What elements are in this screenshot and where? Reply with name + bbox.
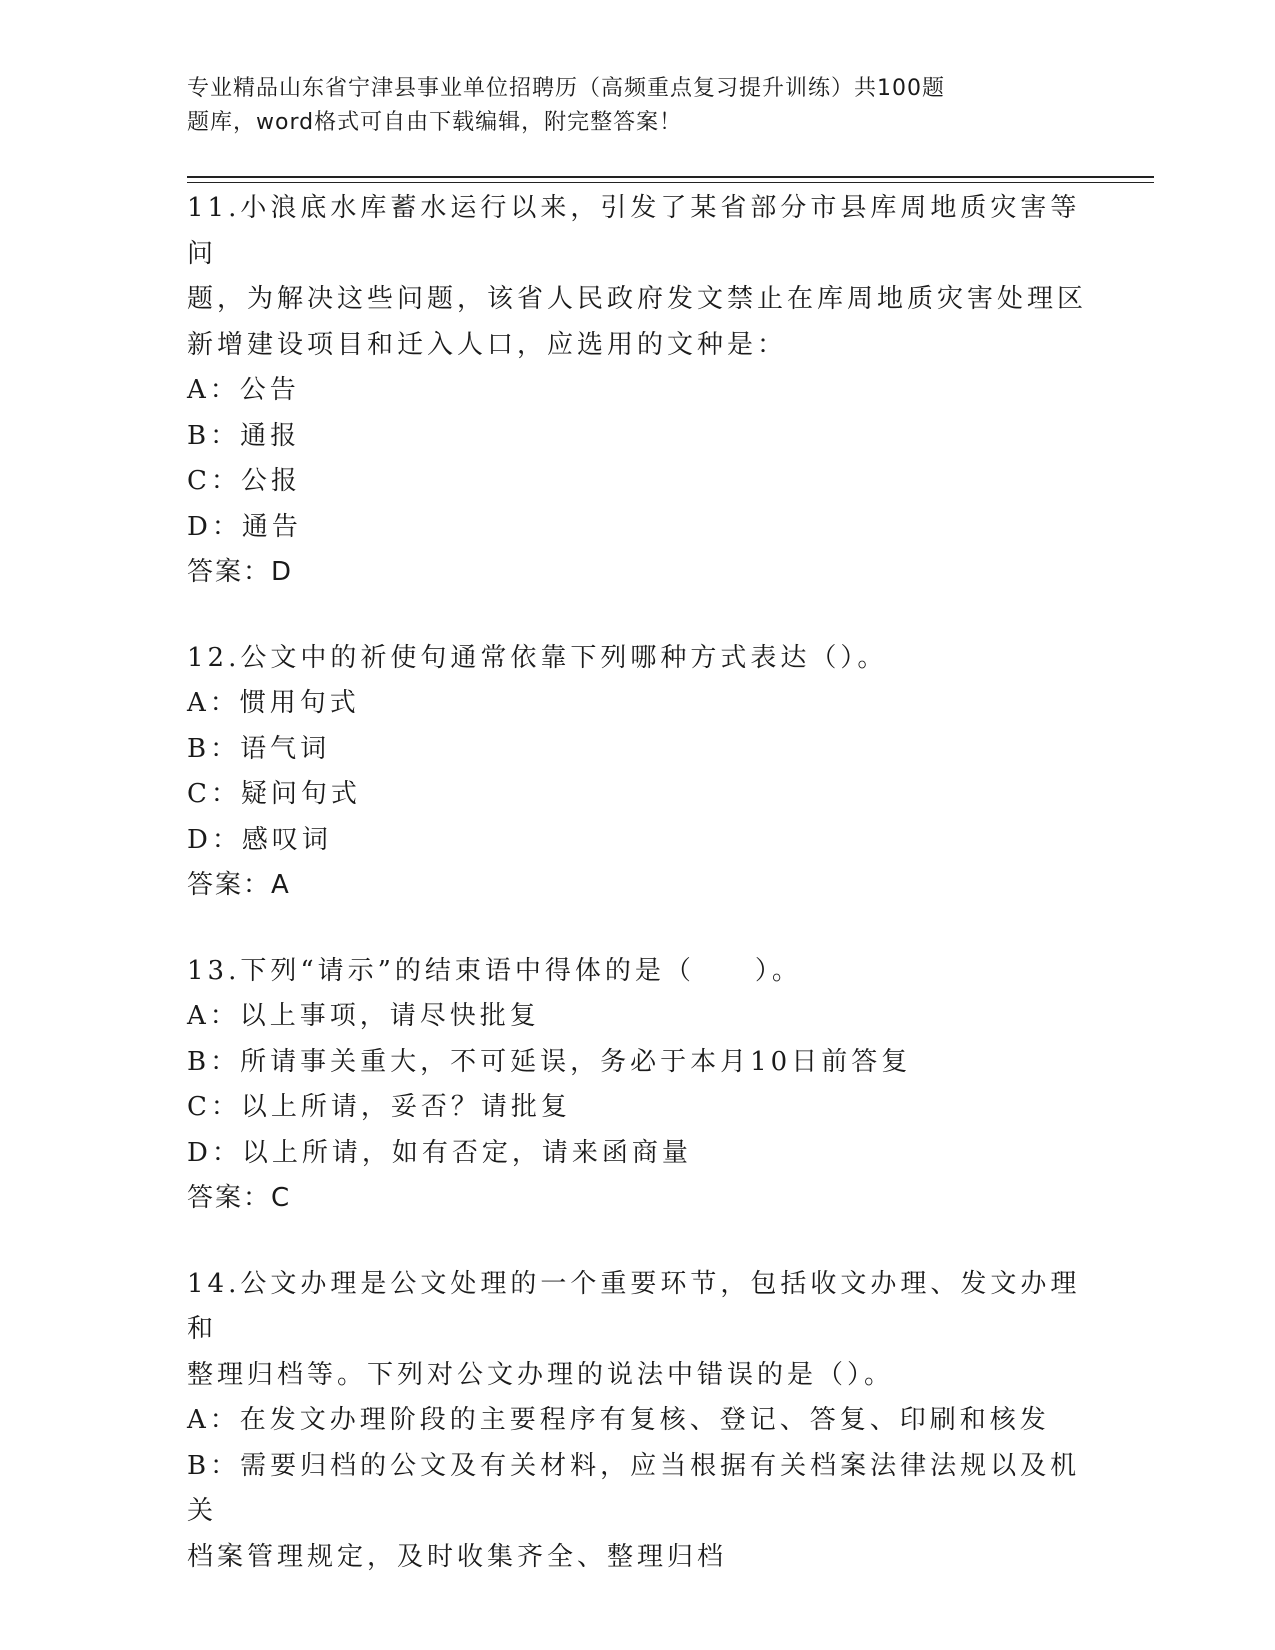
option-d: D：通告	[187, 511, 302, 542]
option-b: B：所请事关重大，不可延误，务必于本月10日前答复	[187, 1046, 912, 1077]
header-rule-thick	[187, 176, 1154, 178]
option-c: C：以上所请，妥否？请批复	[187, 1092, 571, 1122]
option-a: A：以上事项，请尽快批复	[187, 1001, 540, 1031]
option-a: A：在发文办理阶段的主要程序有复核、登记、答复、印刷和核发	[187, 1405, 1050, 1435]
option-c: C：疑问句式	[187, 779, 361, 809]
question-text: 14.公文办理是公文处理的一个重要环节，包括收文办理、发文办理和	[187, 1268, 1081, 1344]
question-text: 新增建设项目和迁入人口，应选用的文种是：	[187, 329, 788, 360]
option-b-continued: 档案管理规定，及时收集齐全、整理归档	[187, 1541, 728, 1572]
question-14	[187, 1262, 1087, 1581]
question-text: 整理归档等。下列对公文办理的说法中错误的是（）。	[187, 1359, 895, 1390]
question-13	[187, 949, 1087, 1222]
question-text: 题，为解决这些问题，该省人民政府发文禁止在库周地质灾害处理区	[187, 284, 1088, 314]
option-d: D：感叹词	[187, 824, 332, 855]
question-text: 11.小浪底水库蓄水运行以来，引发了某省部分市县库周地质灾害等问	[187, 193, 1081, 269]
option-d: D：以上所请，如有否定，请来函商量	[187, 1137, 692, 1168]
answer: 答案：D	[187, 557, 294, 587]
document-header	[187, 72, 1067, 140]
option-b: B：语气词	[187, 733, 331, 764]
option-b: B：需要归档的公文及有关材料，应当根据有关档案法律法规以及机关	[187, 1450, 1081, 1526]
header-line-2: 题库，word格式可自由下载编辑，附完整答案！	[187, 110, 683, 135]
option-c: C：公报	[187, 466, 301, 496]
option-a: A：公告	[187, 375, 300, 405]
option-a: A：惯用句式	[187, 688, 360, 718]
question-text: 12.公文中的祈使句通常依靠下列哪种方式表达（）。	[187, 642, 888, 673]
question-12	[187, 636, 1087, 909]
answer: 答案：A	[187, 870, 291, 900]
question-list	[187, 186, 1087, 1620]
option-b: B：通报	[187, 420, 301, 451]
answer: 答案：C	[187, 1183, 292, 1213]
header-line-1: 专业精品山东省宁津县事业单位招聘历（高频重点复习提升训练）共100题	[187, 76, 945, 101]
header-rule-thin	[187, 182, 1154, 183]
question-11	[187, 186, 1087, 596]
question-text: 13.下列“请示”的结束语中得体的是（ ）。	[187, 955, 802, 986]
